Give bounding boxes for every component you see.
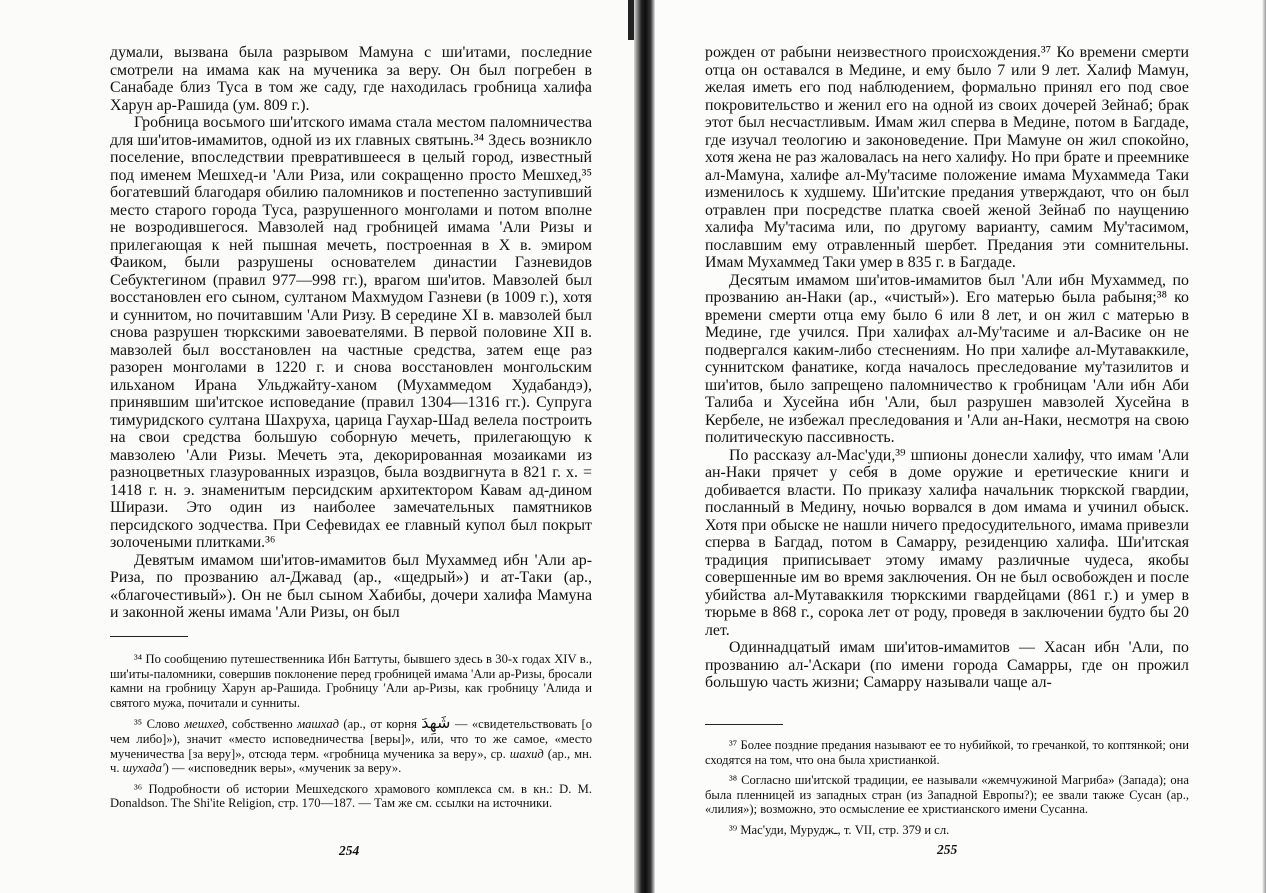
paragraph: думали, вызвана была разрывом Мамуна с ши'итами, последние смотрели на имама как на мученика за веру. Он был погребен в Санабаде близ Туса в том же саду, где находилась гробница халифа Харун ар-Рашида (ум. 809 г.). <box>110 44 592 114</box>
footnote-text: (ар., от корня <box>339 717 422 732</box>
footnote-38: ³⁸ Согласно ши'итской традиции, ее называли «жемчужиной Магриба» (Запада); она была пленницей из западных стран (из Западной Европы?); ее звали также Сусан (ар., «лилия»); возможно, это осмысление ее христианского имени Сусанна. <box>705 773 1189 817</box>
paragraph: Десятым имамом ши'итов-имамитов был 'Али ибн Мухаммед, по прозванию ан-Наки (ар., «чистый»). Его матерью была рабыня;³⁸ ко времени смерти отца ему было 6 или 8 лет, и он жил с матерью в Медине, где учился. При халифах ал-Му'тасиме и ал-Васике он не подвергался каким-либо стеснениям. Но при халифе ал-Мутаваккиле, суннитском фанатике, когда началось преследование му'тазилитов и ши'итов, было запрещено паломничество к гробницам 'Али ибн Аби Талиба и Хусейна ибн 'Али, был разрушен мавзолей Хусейна в Кербеле, не избежал преследования и 'Али ан-Наки, несмотря на свою политическую пассивность. <box>705 271 1189 446</box>
page-edge <box>1262 0 1266 893</box>
term-italic: машхад <box>297 717 340 732</box>
page-number: 255 <box>937 842 958 857</box>
footnote-text: (ар., мн. ч. <box>110 746 592 776</box>
footnote-37: ³⁷ Более поздние предания называют ее то нубийкой, то гречанкой, то коптянкой; они сходятся на том, что она была христианкой. <box>705 738 1189 767</box>
footnote-text: — «свидетельствовать [о чем либо]»), значит «место исповедничества [веры]», или, что то же самое, «место мученичества [за веру]», отсюда терм. «гробница мученика за веру», ср. <box>110 717 593 761</box>
footnote-text: , собственно <box>224 717 298 732</box>
term-italic: мешхед <box>184 717 225 732</box>
term-italic: шахид <box>509 746 544 761</box>
paragraph: По рассказу ал-Мас'уди,³⁹ шпионы донесли халифу, что имам 'Али ан-Наки прячет у себя в доме оружие и еретические книги и добивается власти. По приказу халифа начальник тюркской гвардии, посланный в Медину, ночью ворвался в дом имама и учинил обыск. Хотя при обыске не нашли ничего предосудительного, имама привезли сперва в Багдад, потом в Самарру, резиденцию халифа. Ши'итская традиция приписывает этому имаму различные чудеса, якобы совершенные им во время заключения. Он не был освобожден и после убийства ал-Мутаваккиля тюркскими гвардейцами (861 г.) и умер в тюрьме в 868 г., сорока лет от роду, проведя в заключении будто бы 20 лет. <box>705 446 1189 639</box>
right-page <box>655 0 1266 893</box>
right-footnotes <box>705 738 1189 844</box>
paragraph: Девятым имамом ши'итов-имамитов был Мухаммед ибн 'Али ар-Риза, по прозванию ал-Джавад (ар., «щедрый») и ат-Таки (ар., «благочестивый»). Он не был сыном Хабибы, дочери халифа Мамуна и законной жены имама 'Али Ризы, он был <box>110 551 592 621</box>
paragraph: рожден от рабыни неизвестного происхождения.³⁷ Ко времени смерти отца он оставался в Медине, и ему было 7 или 9 лет. Халиф Мамун, желая иметь его под наблюдением, формально принял его под свое покровительство и женил его на одной из своих дочерей Зейнаб; брак этот был несчастливым. Имам жил сперва в Медине, потом в Багдаде, где изучал теологию и законоведение. При Мамуне он жил спокойно, хотя жена не раз жаловалась на него халифу. Но при брате и преемнике ал-Мамуна, халифе ал-Му'тасиме положение имама Мухаммеда Таки изменилось к худшему. Ши'итские предания утверждают, что он был отравлен при посредстве платка своей женой Зейнаб по наущению халифа Му'тасима или, по другому варианту, самим Му'тасимом, пославшим ему отравленный шербет. Предания эти сомнительны. Имам Мухаммед Таки умер в 835 г. в Багдаде. <box>705 44 1189 271</box>
left-main-text <box>110 44 592 622</box>
footnote-35 <box>110 713 593 776</box>
left-footnotes <box>110 652 592 817</box>
right-main-text <box>705 44 1189 692</box>
footnote-39: ³⁹ Мас'уди, Муруджـ, т. VII, стр. 379 и сл. <box>729 822 950 837</box>
footnote-34: ³⁴ По сообщению путешественника Ибн Баттуты, бывшего здесь в 30-х годах XIV в., ши'иты-паломники, совершив поклонение перед гробницей имама 'Али ар-Ризы, бросали камни на гробницу Харун ар-Рашида. Гробницу 'Али ар-Ризы, как гробницу 'Алида и святого мужа, почитали и сунниты. <box>110 652 592 710</box>
book-gutter <box>634 0 655 893</box>
footnote-36: ³⁶ Подробности об истории Мешхедского храмового комплекса см. в кн.: D. M. Donaldson. The Shi'ite Religion, стр. 170—187. — Там же см. ссылки на источники. <box>110 781 592 811</box>
term-italic: шухада' <box>122 761 165 776</box>
footnote-divider <box>110 636 188 637</box>
paragraph: Гробница восьмого ши'итского имама стала местом паломничества для ши'итов-имамитов, одной из их главных святынь.³⁴ Здесь возникло поселение, впоследствии превратившееся в целый город, известный под именем Мешхед-и 'Али Риза, или сокращенно просто Мешхед,³⁵ богатевший благодаря обилию паломников и постепенно заступивший место старого города Туса, разрушенного монголами и потом вполне не возродившегося. Мавзолей над гробницей имама 'Али Ризы и прилегающая к ней пышная мечеть, построенная в X в. эмиром Фаиком, были разрушены основателем династии Газневидов Себуктегином (правил 977—998 гг.), врагом ши'итов. Мавзолей был восстановлен его сыном, султаном Махмудом Газневи (в 1009 г.), хотя и суннитом, но почитавшим 'Али Ризу. В середине XI в. мавзолей был снова разрушен тюркскими завоевателями. В первой половине XII в. мавзолей был восстановлен на частные средства, затем еще раз разорен монголами в 1220 г. и снова восстановлен монгольским ильханом Ирана Ульджайту-ханом (Мухаммедом Худабандэ), принявшим ши'итское исповедание (правил 1304—1316 гг.). Супруга тимуридского султана Шахруха, царица Гаухар-Шад велела построить на свои средства большую соборную мечеть, прилегающую к мавзолею 'Али Ризы. Мечеть эта, декорированная мозаиками из разноцветных глазурованных изразцов, была воздвигнута в 821 г. х. = 1418 г. н. э. знаменитым персидским архитектором Кавам ад-дином Ширази. Это один из наиболее замечательных памятников персидского зодчества. При Сефевидах ее главный купол был покрыт золочеными плитками.³⁶ <box>110 114 592 551</box>
footnote-text: ³⁵ Слово <box>134 717 185 732</box>
paragraph: Одиннадцатый имам ши'итов-имамитов — Хасан ибн 'Али, по прозванию ал-'Аскари (по имени города Самарры, где он прожил большую часть жизни; Самарру называли чаще ал- <box>705 639 1189 691</box>
page-number: 254 <box>339 843 360 858</box>
footnote-text: ) — «исповедник веры», «мученик за веру». <box>164 761 402 776</box>
arabic-root-word: شَهِدَ <box>421 713 451 733</box>
footnote-divider <box>705 724 783 725</box>
